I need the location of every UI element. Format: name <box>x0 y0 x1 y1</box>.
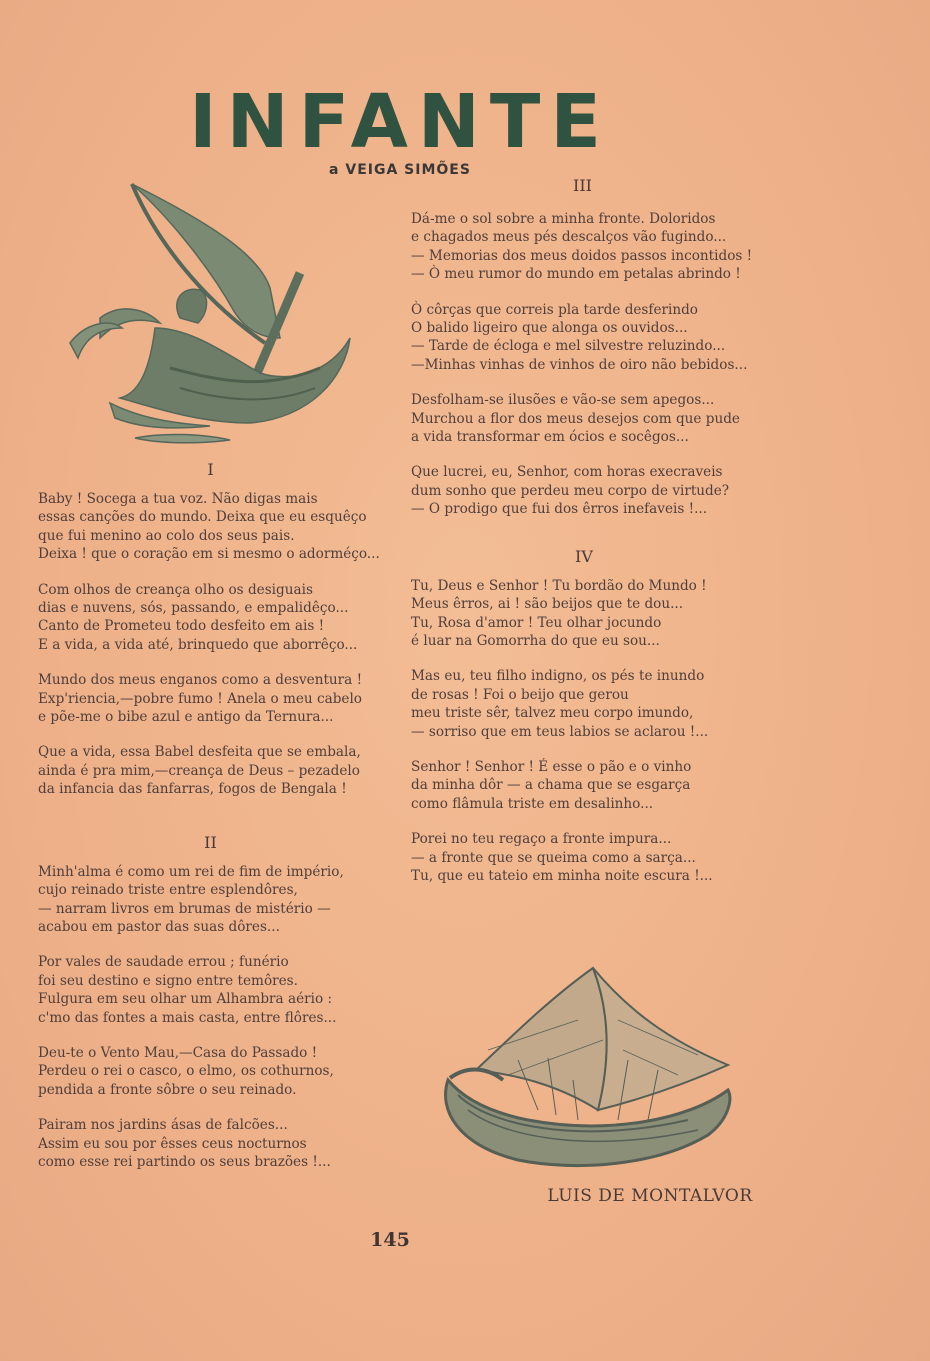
verse-line: Minh'alma é como um rei de fim de império, <box>38 863 344 880</box>
verse-line: e chagados meus pés descalços vão fugindo... <box>411 229 727 246</box>
verse-line: Ò côrças que correis pla tarde desferindo <box>411 301 698 318</box>
verse-line: Com olhos de creança olho os desiguais <box>38 581 313 598</box>
stanza <box>411 667 771 741</box>
stanza <box>38 671 383 726</box>
verse-line: foi seu destino e signo entre temôres. <box>38 972 298 989</box>
verse-line: Tu, Rosa d'amor ! Teu olhar jocundo <box>411 614 662 631</box>
verse-line: Deixa ! que o coração em si mesmo o adorméço... <box>38 546 380 563</box>
stanza <box>38 490 383 564</box>
verse-line: — narram livros em brumas de mistério — <box>38 900 331 917</box>
section-numeral: III <box>573 176 592 195</box>
verse-line: Exp'riencia,—pobre fumo ! Anela o meu cabelo <box>38 690 362 707</box>
stanza <box>411 577 771 651</box>
left-column <box>38 460 383 1188</box>
verse-line: que fui menino ao colo dos seus pais. <box>38 527 295 544</box>
verse-line: acabou em pastor das suas dôres... <box>38 918 280 935</box>
stanza <box>38 581 383 655</box>
verse-line: Desfolham-se ilusões e vão-se sem apegos... <box>411 392 715 409</box>
verse-line: — Tarde de écloga e mel silvestre reluzindo... <box>411 338 726 355</box>
verse-line: da infancia das fanfarras, fogos de Bengala ! <box>38 781 347 798</box>
verse-line: — sorriso que em teus labios se aclarou !... <box>411 723 709 740</box>
verse-line: — O prodigo que fui dos êrros inefaveis !... <box>411 501 708 518</box>
verse-line: ainda é pra mim,—creança de Deus – pezadelo <box>38 762 360 779</box>
verse-line: a vida transformar em ócios e socêgos... <box>411 429 689 446</box>
verse-line: Murchou a flor dos meus desejos com que pude <box>411 410 740 427</box>
verse-line: dum sonho que perdeu meu corpo de virtude? <box>411 482 730 499</box>
stanza <box>38 1116 383 1171</box>
verse-line: Senhor ! Senhor ! É esse o pão e o vinho <box>411 758 692 775</box>
verse-line: Assim eu sou por êsses ceus nocturnos <box>38 1135 307 1152</box>
poem-title: INFANTE <box>189 79 611 165</box>
verse-line: pendida a fronte sôbre o seu reinado. <box>38 1081 297 1098</box>
stanza <box>38 953 383 1027</box>
verse-line: Que lucrei, eu, Senhor, com horas execraveis <box>411 464 723 481</box>
verse-line: Dá-me o sol sobre a minha fronte. Doloridos <box>411 211 716 227</box>
verse-line: essas canções do mundo. Deixa que eu esquêço <box>38 509 367 526</box>
verse-line: de rosas ! Foi o beijo que gerou <box>411 686 629 703</box>
figure-in-sailboat-drawing <box>60 178 390 453</box>
dedication: a VEIGA SIMÕES <box>329 162 471 178</box>
verse-line: Mas eu, teu filho indigno, os pés te inundo <box>411 668 705 685</box>
verse-line: O balido ligeiro que alonga os ouvidos... <box>411 320 688 337</box>
stanza <box>38 863 383 937</box>
verse-line: Baby ! Socega a tua voz. Não digas mais <box>38 491 318 507</box>
verse-line: — Ò meu rumor do mundo em petalas abrindo ! <box>411 266 741 283</box>
verse-line: da minha dôr — a chama que se esgarça <box>411 777 691 794</box>
stanza <box>411 830 771 885</box>
section-numeral: II <box>204 832 217 852</box>
verse-line: c'mo das fontes a mais casta, entre flôres... <box>38 1009 337 1026</box>
verse-line: meu triste sêr, talvez meu corpo imundo, <box>411 705 694 722</box>
stanza <box>411 210 771 284</box>
verse-line: — Memorias dos meus doidos passos incontidos ! <box>411 247 753 264</box>
verse-line: Porei no teu regaço a fronte impura... <box>411 831 672 848</box>
sailboat-drawing <box>428 960 758 1185</box>
stanza <box>38 743 383 798</box>
verse-line: Que a vida, essa Babel desfeita que se embala, <box>38 744 361 761</box>
verse-line: dias e nuvens, sós, passando, e empalidêço... <box>38 600 349 617</box>
verse-line: E a vida, a vida até, brinquedo que aborrêço... <box>38 636 358 653</box>
verse-line: Pairam nos jardins ásas de falcões... <box>38 1117 288 1134</box>
right-column <box>411 176 771 902</box>
verse-line: — a fronte que se queima como a sarça... <box>411 849 696 866</box>
author-signature: LUIS DE MONTALVOR <box>547 1186 753 1206</box>
verse-line: cujo reinado triste entre esplendôres, <box>38 882 298 899</box>
stanza <box>38 1044 383 1099</box>
section-numeral: I <box>207 460 214 479</box>
section-numeral: IV <box>575 546 593 566</box>
stanza <box>411 463 771 518</box>
verse-line: é luar na Gomorrha do que eu sou... <box>411 632 660 649</box>
verse-line: e põe-me o bibe azul e antigo da Ternura... <box>38 709 334 726</box>
verse-line: Meus êrros, ai ! são beijos que te dou... <box>411 596 684 613</box>
verse-line: como esse rei partindo os seus brazões !... <box>38 1153 331 1170</box>
verse-line: —Minhas vinhas de vinhos de oiro não bebidos... <box>411 356 748 373</box>
verse-line: Tu, Deus e Senhor ! Tu bordão do Mundo ! <box>411 577 707 594</box>
verse-line: Por vales de saudade errou ; funério <box>38 954 289 971</box>
verse-line: como flâmula triste em desalinho... <box>411 795 654 812</box>
verse-line: Deu-te o Vento Mau,—Casa do Passado ! <box>38 1044 318 1061</box>
verse-line: Tu, que eu tateio em minha noite escura !... <box>411 867 713 884</box>
stanza <box>411 758 771 813</box>
verse-line: Perdeu o rei o casco, o elmo, os cothurnos, <box>38 1063 334 1080</box>
stanza <box>411 301 771 375</box>
verse-line: Mundo dos meus enganos como a desventura ! <box>38 672 363 689</box>
stanza <box>411 391 771 446</box>
verse-line: Canto de Prometeu todo desfeito em ais ! <box>38 618 325 635</box>
verse-line: Fulgura em seu olhar um Alhambra aério : <box>38 991 333 1008</box>
page-number: 145 <box>370 1229 410 1251</box>
